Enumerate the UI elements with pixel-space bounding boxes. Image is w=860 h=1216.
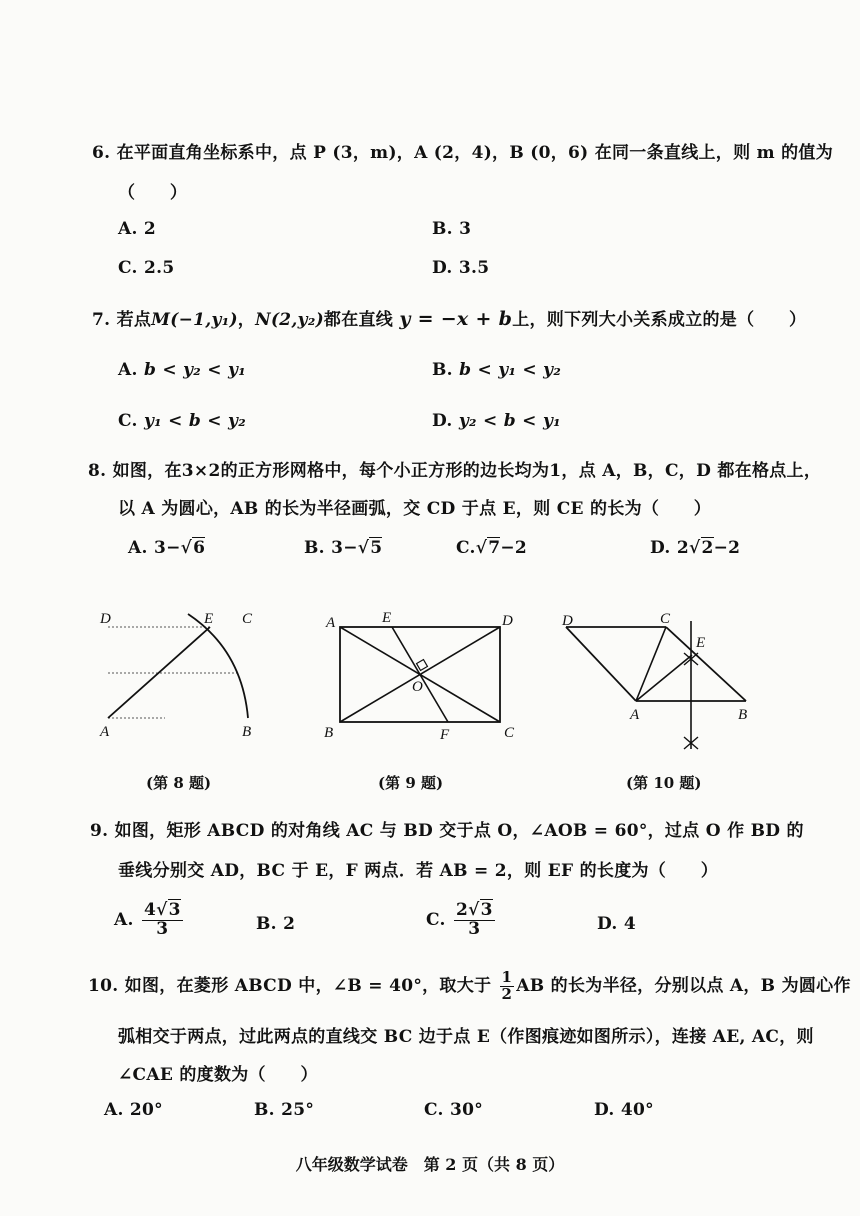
- q8-option-a-pre: 3−: [153, 538, 181, 558]
- fig10-caption: (第 10 题): [626, 774, 702, 792]
- q7-line-equation: y = −x + b: [399, 308, 513, 330]
- q6-option-c: C. 2.5: [118, 258, 175, 278]
- q9-option-c-radicand: 3: [480, 900, 493, 920]
- q8-option-b-label: B.: [304, 538, 325, 558]
- q7-stem-c: 上，则下列大小关系成立的是（ ）: [512, 310, 807, 330]
- q8-option-b-radicand: 5: [370, 538, 383, 558]
- q10-option-a: A. 20°: [104, 1100, 163, 1120]
- q8-option-a-radicand: 6: [193, 538, 206, 558]
- q9-option-a: [114, 902, 185, 939]
- q7-option-d: [432, 411, 561, 431]
- q10-half-fraction: [500, 970, 515, 1003]
- fig9-label-d: D: [502, 613, 513, 629]
- q9-option-a-label: A.: [114, 909, 134, 930]
- q7-option-a-expr: b < y₂ < y₁: [143, 360, 246, 380]
- q9-option-b-label: B.: [256, 914, 277, 934]
- q8-option-b-pre: 3−: [331, 538, 358, 558]
- fig9-caption: (第 9 题): [378, 774, 444, 792]
- q6-stem: 6. 在平面直角坐标系中，点 P (3，m)，A (2，4)，B (0，6) 在同一条直线上，则 m 的值为: [92, 143, 834, 163]
- q9-option-a-radicand: 3: [168, 900, 181, 920]
- q9-option-c-fraction: $\frac{2√3}{3}$: [455, 900, 493, 939]
- q7-stem-a: 7. 若点: [92, 310, 152, 330]
- q7-stem: [92, 305, 806, 330]
- q10-stem-line2: 弧相交于两点，过此两点的直线交 BC 边于点 E（作图痕迹如图所示），连接 AE, AC，则: [118, 1027, 814, 1047]
- fig10-label-a: A: [630, 707, 640, 723]
- q7-stem-b: 都在直线: [323, 310, 394, 330]
- q10-stem-line3: ∠CAE 的度数为（ ）: [118, 1065, 318, 1085]
- fig9-label-b: B: [324, 725, 334, 741]
- figure-9: [318, 605, 528, 745]
- q9-option-b-value: 2: [283, 914, 296, 934]
- q8-option-c-radicand: 7: [488, 538, 501, 558]
- q7-option-a: [118, 360, 246, 380]
- q10-stem-line1-b: AB 的长为半径，分别以点 A，B 为圆心作: [516, 975, 851, 996]
- fig9-label-c: C: [504, 725, 515, 741]
- page-footer: 八年级数学试卷 第 2 页（共 8 页）: [295, 1155, 565, 1174]
- q8-option-d-radicand: 2: [701, 538, 714, 558]
- q7-option-d-label: D.: [432, 411, 453, 431]
- fig8-label-d: D: [100, 611, 111, 627]
- q8-stem-line1: 8. 如图，在3×2的正方形网格中，每个小正方形的边长均为1，点 A，B，C，D 都在格点上，: [88, 461, 822, 481]
- q8-option-a-label: A.: [128, 538, 148, 558]
- q8-option-a: A. 3−√6: [128, 538, 206, 558]
- q9-stem-line1: 9. 如图，矩形 ABCD 的对角线 AC 与 BD 交于点 O，∠AOB = 60°，过点 O 作 BD 的: [90, 821, 804, 841]
- q10-stem-line1-a: 10. 如图，在菱形 ABCD 中，∠B = 40°，取大于: [88, 975, 492, 996]
- q8-option-b: B. 3−√5: [304, 538, 383, 558]
- q9-option-c-label: C.: [426, 909, 446, 930]
- q7-option-b: [432, 360, 561, 380]
- q7-point-m: M(−1,y₁): [151, 310, 238, 330]
- figure-10: [558, 605, 758, 755]
- q10-fraction-numerator: 1: [501, 968, 513, 986]
- fig10-label-e: E: [696, 635, 706, 651]
- q10-option-c: C. 30°: [424, 1100, 484, 1120]
- q10-option-d: D. 40°: [594, 1100, 654, 1120]
- q7-point-n: N(2,y₂): [255, 310, 324, 330]
- q6-answer-paren: （ ）: [118, 183, 188, 203]
- q7-option-c-expr: y₁ < b < y₂: [143, 411, 246, 431]
- q7-option-b-label: B.: [432, 360, 453, 380]
- fig8-label-b: B: [242, 724, 252, 740]
- q7-option-c-label: C.: [118, 411, 138, 431]
- q8-option-c: C.√7−2: [456, 538, 528, 558]
- q9-option-d-value: 4: [623, 914, 637, 934]
- fig9-label-f: F: [440, 727, 450, 743]
- q9-option-c-denominator: 3: [468, 918, 481, 939]
- fig10-label-c: C: [660, 611, 671, 627]
- fig10-label-b: B: [738, 707, 748, 723]
- fig10-label-d: D: [562, 613, 573, 629]
- q7-option-c: [118, 411, 246, 431]
- q7-option-d-expr: y₂ < b < y₁: [458, 411, 561, 431]
- q9-option-d: [597, 914, 636, 934]
- q10-fraction-denominator: 2: [501, 984, 513, 1003]
- q6-option-b: B. 3: [432, 219, 472, 239]
- q8-option-c-label: C.: [456, 538, 476, 558]
- q7-option-b-expr: b < y₁ < y₂: [459, 360, 562, 380]
- fig9-label-o: O: [412, 679, 423, 695]
- q6-option-a: A. 2: [118, 219, 157, 239]
- q8-option-d-label: D.: [650, 538, 671, 558]
- q8-option-d-post: −2: [713, 538, 741, 558]
- q9-option-b: [256, 914, 295, 934]
- q8-option-d: D. 2√2−2: [650, 538, 741, 558]
- q7-option-a-label: A.: [118, 360, 138, 380]
- q8-option-c-post: −2: [500, 538, 528, 558]
- q8-stem-line2: 以 A 为圆心，AB 的长为半径画弧，交 CD 于点 E，则 CE 的长为（ ）: [118, 499, 712, 519]
- fig9-label-a: A: [326, 615, 336, 631]
- q10-stem-line1: [88, 970, 851, 1003]
- fig8-label-e: E: [204, 611, 214, 627]
- figure-8: [90, 600, 280, 750]
- q9-option-c: [426, 902, 497, 939]
- q7-separator: ，: [237, 310, 256, 330]
- q9-option-a-fraction: $\frac{4√3}{3}$: [143, 900, 181, 939]
- q9-option-a-denominator: 3: [156, 918, 169, 939]
- fig9-label-e: E: [382, 610, 392, 626]
- fig8-label-a: A: [100, 724, 110, 740]
- q8-option-d-pre: 2: [676, 538, 690, 558]
- q9-option-a-coef: 4: [143, 900, 157, 920]
- q6-option-d: D. 3.5: [432, 258, 490, 278]
- q10-option-b: B. 25°: [254, 1100, 315, 1120]
- fig8-label-c: C: [242, 611, 253, 627]
- q9-option-d-label: D.: [597, 914, 618, 934]
- q9-option-c-coef: 2: [455, 900, 469, 920]
- q9-stem-line2: 垂线分别交 AD，BC 于 E，F 两点．若 AB = 2，则 EF 的长度为（ ）: [118, 861, 718, 881]
- fig8-caption: (第 8 题): [146, 774, 212, 792]
